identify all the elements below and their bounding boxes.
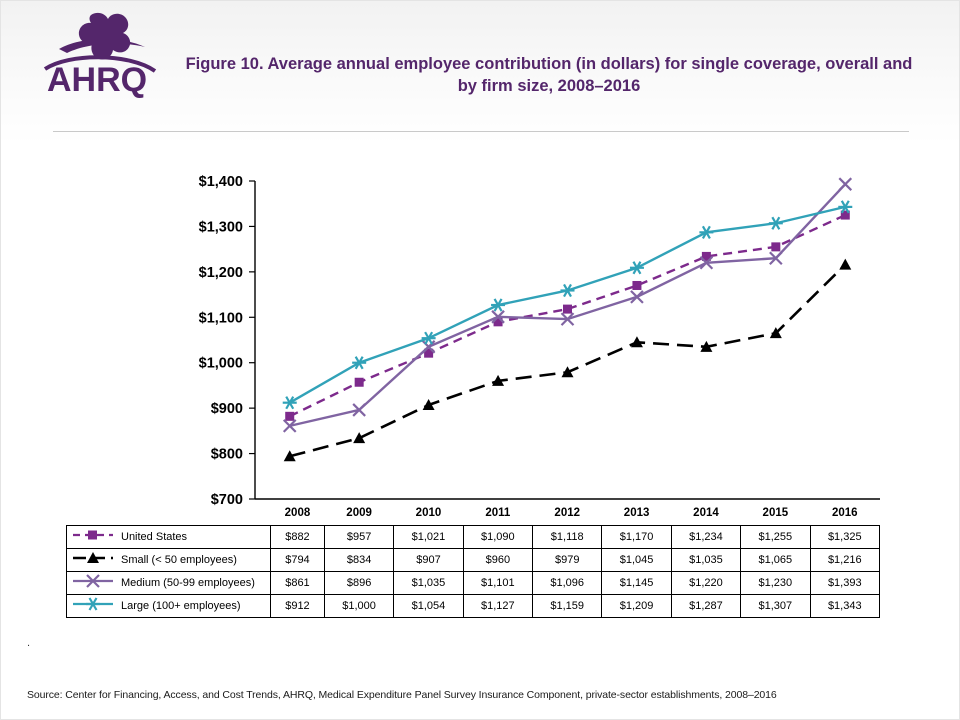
y-axis-label: $1,400 [198, 174, 243, 190]
data-cell: $1,159 [533, 595, 602, 618]
data-cell: $896 [324, 572, 393, 595]
slide-header [1, 1, 960, 129]
series-label-cell [67, 526, 271, 549]
y-axis-label: $700 [210, 492, 243, 508]
source-note: Source: Center for Financing, Access, and Cost Trends, AHRQ, Medical Expenditure Panel Survey Insurance Component, private-sector establishments, 2008–2016 [27, 689, 777, 701]
data-cell: $1,035 [394, 572, 463, 595]
data-cell: $1,021 [394, 526, 463, 549]
y-axis-label: $1,300 [198, 219, 243, 236]
data-cell: $1,230 [741, 572, 810, 595]
data-cell: $1,096 [533, 572, 602, 595]
line-chart [1, 151, 960, 531]
series-name: Medium (50-99 employees) [121, 577, 255, 589]
data-cell: $979 [533, 549, 602, 572]
legend-marker-icon [71, 595, 117, 617]
chart-container [1, 151, 960, 531]
header-divider [53, 131, 909, 132]
series-markers [285, 211, 850, 421]
series-label-cell [67, 572, 271, 595]
data-cell: $1,393 [810, 572, 879, 595]
series-layer [283, 178, 853, 461]
y-axis-label: $800 [210, 446, 243, 463]
data-cell: $1,054 [394, 595, 463, 618]
data-cell: $1,220 [671, 572, 740, 595]
data-cell: $1,209 [602, 595, 671, 618]
column-header-year: 2009 [346, 507, 372, 519]
data-cell: $1,127 [463, 595, 532, 618]
series-line [290, 215, 846, 416]
table-row [67, 549, 880, 572]
legend-marker-icon [71, 549, 117, 571]
data-cell: $1,255 [741, 526, 810, 549]
column-header-year: 2015 [762, 507, 789, 519]
series-name: Small (< 50 employees) [121, 554, 237, 566]
column-header-year: 2016 [831, 507, 858, 519]
y-axis-label: $1,000 [198, 355, 243, 372]
series-name: Large (100+ employees) [121, 600, 241, 612]
data-cell: $1,170 [602, 526, 671, 549]
data-cell: $1,343 [810, 595, 879, 618]
data-cell: $1,216 [810, 549, 879, 572]
data-cell: $1,307 [741, 595, 810, 618]
column-header-year: 2008 [284, 507, 311, 519]
data-cell: $957 [324, 526, 393, 549]
series-1 [285, 211, 850, 421]
data-cell: $1,234 [671, 526, 740, 549]
page-title: Figure 10. Average annual employee contribution (in dollars) for single coverage, overall and by firm size, 2008–2016 [185, 55, 913, 96]
column-header-year: 2011 [485, 507, 511, 519]
column-header-year: 2012 [554, 507, 581, 519]
data-cell: $1,287 [671, 595, 740, 618]
data-cell: $794 [271, 549, 325, 572]
column-header-year: 2014 [693, 507, 719, 519]
data-cell: $912 [271, 595, 325, 618]
y-axis-label: $1,100 [198, 310, 243, 327]
table-row [67, 526, 880, 549]
ahrq-logo [29, 9, 169, 109]
data-cell: $1,045 [602, 549, 671, 572]
column-header-year: 2010 [415, 507, 442, 519]
data-cell: $1,000 [324, 595, 393, 618]
data-cell: $960 [463, 549, 532, 572]
series-label-cell [67, 549, 271, 572]
data-table-container [66, 502, 880, 618]
y-axis-label: $900 [210, 401, 243, 418]
y-axis [199, 174, 255, 508]
data-cell: $1,325 [810, 526, 879, 549]
data-cell: $1,145 [602, 572, 671, 595]
table-header-row [67, 502, 880, 526]
data-cell: $1,101 [463, 572, 532, 595]
data-cell: $1,118 [533, 526, 602, 549]
table-row [67, 572, 880, 595]
series-name: United States [121, 531, 188, 543]
column-header-year: 2013 [623, 507, 650, 519]
y-axis-label: $1,200 [198, 264, 243, 281]
footer-marker: . [27, 637, 31, 649]
legend-marker-icon [71, 526, 117, 548]
table-corner-cell [67, 502, 271, 526]
svg-text:AHRQ: AHRQ [47, 61, 148, 99]
data-cell: $1,065 [741, 549, 810, 572]
data-cell: $1,090 [463, 526, 532, 549]
table-row [67, 595, 880, 618]
series-label-cell [67, 595, 271, 618]
legend-marker-icon [71, 572, 117, 594]
data-cell: $907 [394, 549, 463, 572]
data-cell: $1,035 [671, 549, 740, 572]
data-cell: $861 [271, 572, 325, 595]
data-cell: $882 [271, 526, 325, 549]
data-cell: $834 [324, 549, 393, 572]
data-table [66, 502, 880, 618]
series-line [290, 265, 846, 457]
